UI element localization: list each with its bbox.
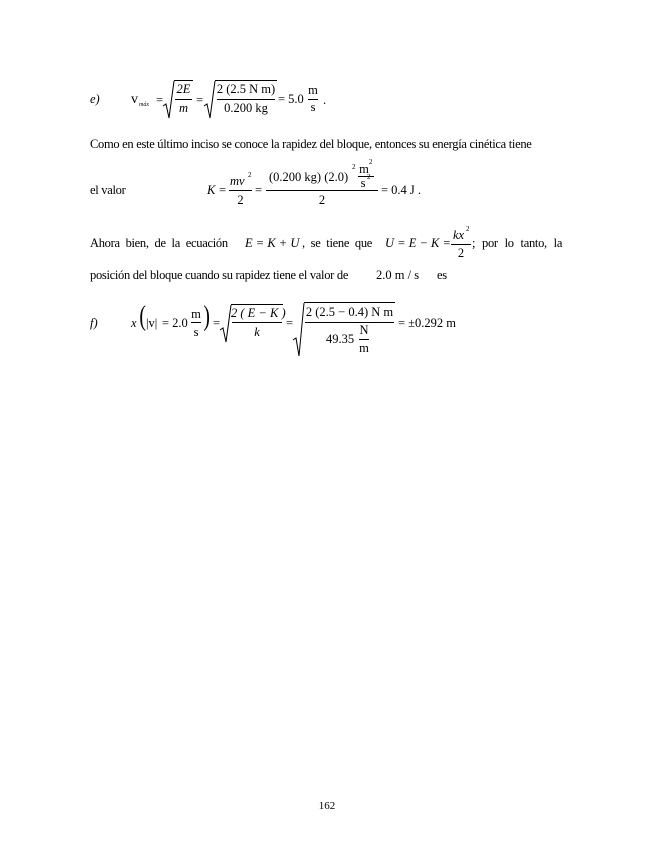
fraction-numerator: 2E xyxy=(176,82,191,96)
paragraph-text: Ahora bien, de la ecuación xyxy=(90,236,228,250)
paragraph-text: ; por lo tanto, la xyxy=(472,236,563,250)
speed-absolute: |v| xyxy=(146,316,158,330)
equals-sign: = xyxy=(219,183,227,197)
fraction-bar xyxy=(232,322,282,323)
v-max-symbol: v xyxy=(131,92,138,107)
sqrt-overline xyxy=(215,80,277,81)
paragraph-text: posición del bloque cuando su rapidez tiene el valor de xyxy=(90,268,349,282)
paragraph-line: el valor xyxy=(90,183,126,197)
equals-sign: = xyxy=(213,316,221,330)
left-parenthesis: ( xyxy=(139,301,146,332)
fraction-bar xyxy=(175,99,192,100)
fraction-denominator: 2 xyxy=(457,246,465,260)
exponent: 2 xyxy=(352,163,356,171)
equation-inline: U = E − K = xyxy=(385,236,451,250)
result-value: = 5.0 xyxy=(278,92,304,106)
fraction-bar xyxy=(451,244,471,245)
fraction-numerator: (0.200 kg) (2.0) xyxy=(269,170,349,184)
period: . xyxy=(323,93,327,107)
fraction-bar xyxy=(305,322,394,323)
fraction-denominator: 2 xyxy=(318,193,326,207)
item-f-label: f) xyxy=(90,316,98,330)
sqrt-overline xyxy=(174,80,193,81)
unit-numerator: m xyxy=(308,83,318,97)
unit-numerator: N xyxy=(359,323,369,337)
equals-sign: = xyxy=(196,93,204,107)
fraction-numerator: 2 ( E − K ) xyxy=(231,306,286,320)
v-max-subscript: máx xyxy=(139,102,149,108)
equation-inline: E = K + U xyxy=(245,236,300,250)
exponent: 2 xyxy=(369,158,373,166)
paragraph-line: Como en este último inciso se conoce la rapidez del bloque, entonces su energía cinética tiene xyxy=(90,137,532,151)
fraction-numerator: mv xyxy=(230,174,245,188)
fraction-denominator: k xyxy=(254,325,260,339)
paragraph-text: , se tiene que xyxy=(302,236,373,250)
exponent: 2 xyxy=(248,171,252,179)
unit-bar xyxy=(359,339,369,340)
speed-value: = 2.0 xyxy=(162,316,188,330)
equals-sign: = xyxy=(255,183,263,197)
fraction-bar xyxy=(266,190,378,191)
equals-sign: = xyxy=(286,316,294,330)
result-value: = 0.4 J . xyxy=(381,183,422,197)
unit-bar xyxy=(191,322,201,323)
denominator-value: 49.35 xyxy=(326,332,355,346)
item-e-label: e) xyxy=(90,92,100,106)
fraction-bar xyxy=(217,99,275,100)
unit-numerator: m xyxy=(359,162,369,176)
kinetic-symbol: K xyxy=(207,183,216,197)
exponent: 2 xyxy=(466,225,470,233)
unit-denominator: s xyxy=(310,100,316,114)
equals-sign: = xyxy=(156,93,164,107)
fraction-denominator: m xyxy=(178,101,189,115)
unit-denominator: m xyxy=(359,341,369,355)
exponent: 2 xyxy=(367,173,371,181)
paragraph-text: es xyxy=(437,268,447,282)
fraction-denominator: 2 xyxy=(237,193,244,207)
unit-denominator: s xyxy=(360,176,366,190)
fraction-denominator: 0.200 kg xyxy=(224,101,268,115)
fraction-numerator: 2 (2.5 − 0.4) N m xyxy=(305,305,394,319)
sqrt-overline xyxy=(304,302,395,303)
sqrt-overline xyxy=(231,304,283,305)
unit-numerator: m xyxy=(191,307,201,321)
equation-inline: 2.0 m / s xyxy=(376,268,420,282)
unit-denominator: s xyxy=(193,325,199,339)
fraction-numerator: 2 (2.5 N m) xyxy=(216,82,276,96)
right-parenthesis: ) xyxy=(203,301,210,332)
fraction-bar xyxy=(229,190,252,191)
position-symbol: x xyxy=(131,316,137,330)
page-number: 162 xyxy=(318,800,336,812)
fraction-numerator: kx xyxy=(453,228,465,242)
result-value: = ±0.292 m xyxy=(398,316,457,330)
